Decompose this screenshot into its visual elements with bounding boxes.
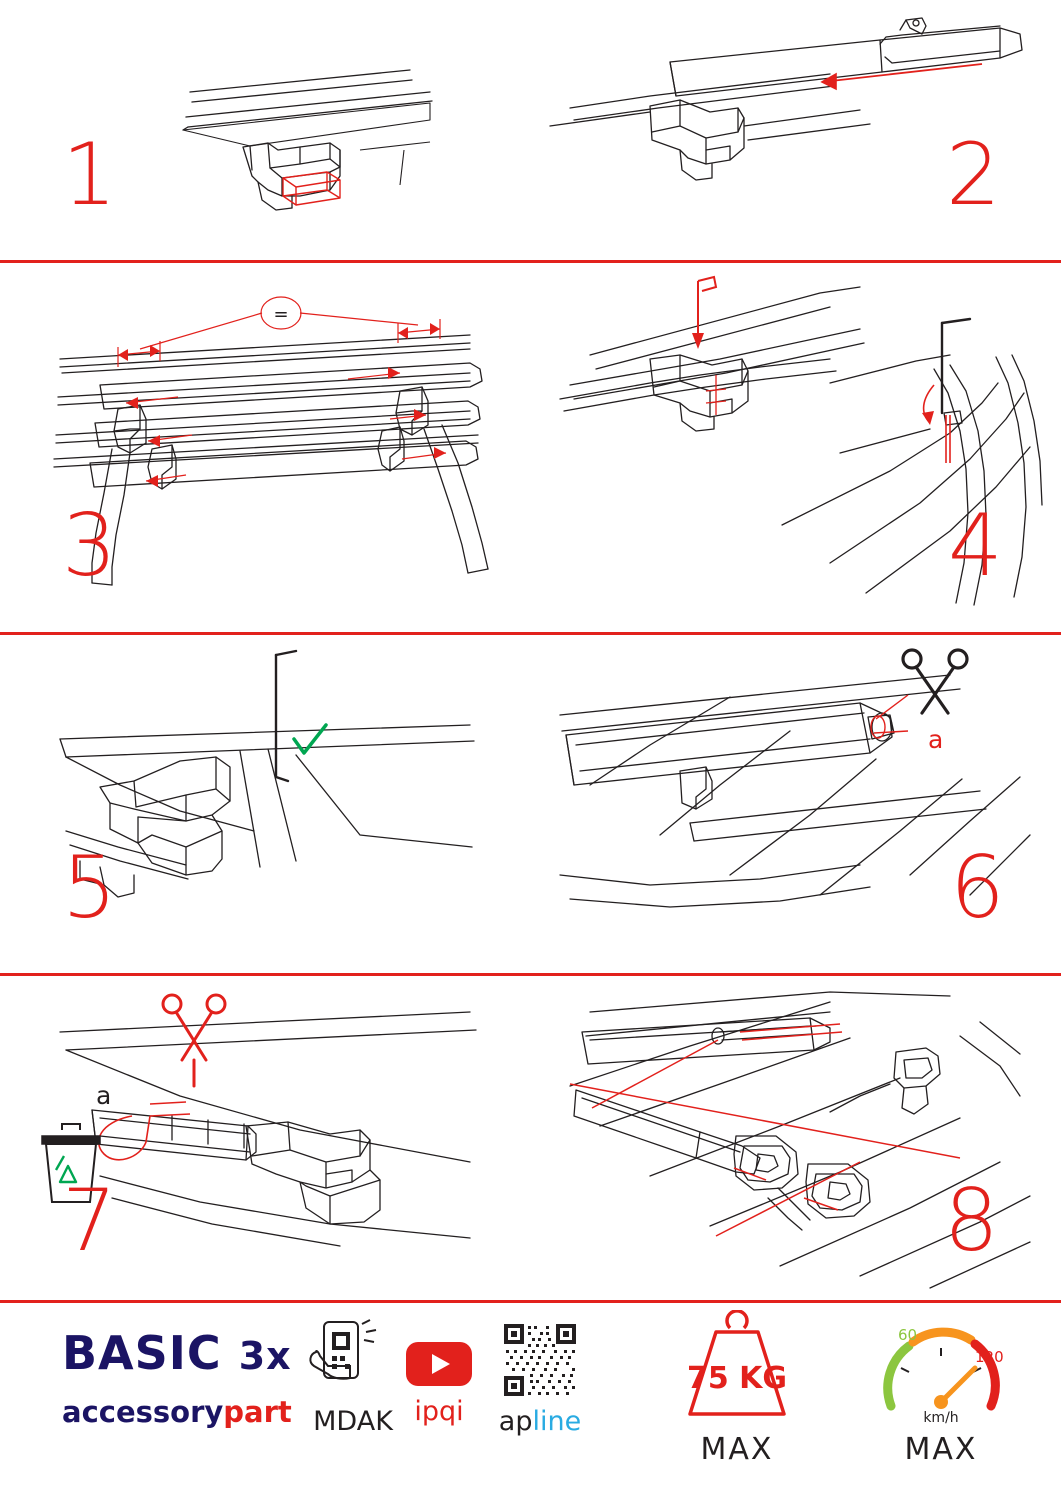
max-load-label: MAX bbox=[700, 1432, 774, 1467]
footer-bar bbox=[0, 1300, 1061, 1500]
max-load-block bbox=[642, 1310, 832, 1467]
step-panel-4 bbox=[530, 263, 1061, 632]
brand-name-part2: part bbox=[223, 1395, 292, 1429]
step-number-3: 3 bbox=[62, 496, 117, 596]
logo-ipqi-label: ipqi bbox=[414, 1396, 464, 1427]
speed-max-tick: 120 bbox=[975, 1348, 1004, 1366]
step-number-2: 2 bbox=[946, 125, 1001, 225]
step-panel-8 bbox=[530, 976, 1061, 1300]
step-number-1: 1 bbox=[62, 125, 117, 225]
label-a-step7: a bbox=[96, 1081, 112, 1110]
weight-value: 75 KG bbox=[686, 1361, 788, 1396]
step-number-7: 7 bbox=[62, 1171, 117, 1271]
brand-block bbox=[62, 1326, 322, 1429]
step-panel-7 bbox=[0, 976, 530, 1300]
logo-apline bbox=[470, 1322, 610, 1435]
step-panel-5 bbox=[0, 635, 530, 973]
speedometer-icon bbox=[871, 1310, 1011, 1428]
logo-mdak-text-c: K bbox=[375, 1406, 393, 1437]
step-number-4: 4 bbox=[948, 496, 1003, 596]
brand-title-line bbox=[62, 1326, 322, 1380]
logo-apline-text-a: ap bbox=[498, 1406, 533, 1437]
step-panel-6 bbox=[530, 635, 1061, 973]
logo-mdak-text-b: A bbox=[356, 1406, 376, 1437]
step-number-6: 6 bbox=[950, 838, 1005, 938]
logo-mdak-text-a: MD bbox=[313, 1406, 357, 1437]
brand-multiplier: 3x bbox=[238, 1334, 292, 1378]
step-panel-1 bbox=[0, 0, 530, 260]
step-panel-2 bbox=[530, 0, 1061, 260]
logo-apline-label bbox=[470, 1408, 610, 1435]
brand-title: BASIC bbox=[62, 1326, 222, 1380]
check-mark-icon bbox=[294, 725, 326, 753]
logo-apline-text-b: line bbox=[532, 1406, 582, 1437]
brand-name-part1: accessory bbox=[62, 1395, 224, 1429]
equal-sign-label: = bbox=[273, 304, 289, 325]
scissors-icon bbox=[903, 650, 967, 713]
label-a-step6: a bbox=[928, 725, 944, 754]
step-panel-3 bbox=[0, 263, 530, 632]
max-speed-label: MAX bbox=[904, 1432, 978, 1467]
brand-name-line bbox=[62, 1395, 322, 1429]
step-number-5: 5 bbox=[62, 838, 117, 938]
scissors-icon-step7 bbox=[163, 995, 225, 1086]
max-speed-block bbox=[846, 1310, 1036, 1467]
speed-unit: km/h bbox=[923, 1410, 959, 1426]
step-number-8: 8 bbox=[944, 1171, 999, 1271]
qr-code-icon[interactable] bbox=[502, 1322, 578, 1398]
weight-icon bbox=[672, 1310, 802, 1428]
speed-min-tick: 60 bbox=[898, 1326, 918, 1344]
youtube-icon[interactable] bbox=[402, 1336, 476, 1388]
